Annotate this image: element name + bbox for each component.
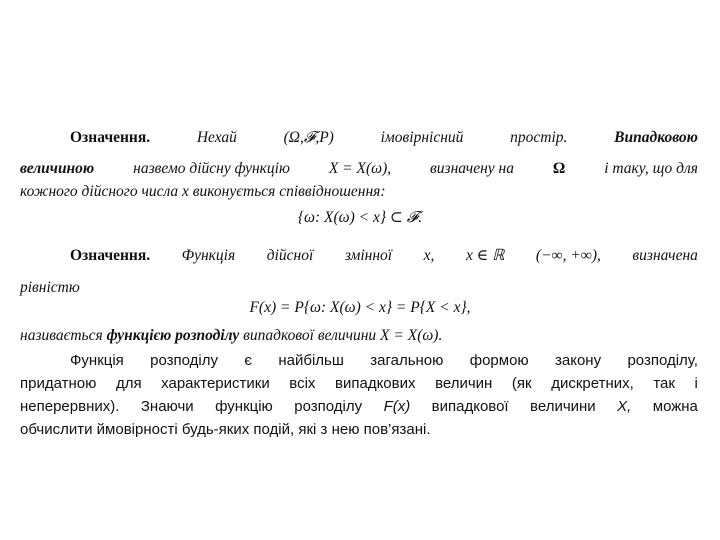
- paragraph-word: так: [653, 375, 675, 392]
- domain-formula: x ∈ ℝ: [465, 247, 505, 264]
- definition1-text: простір.: [510, 129, 568, 146]
- paragraph-word: загальною: [370, 352, 444, 369]
- interval-formula: (−∞, +∞),: [535, 247, 601, 264]
- paragraph-word: найбільш: [278, 352, 344, 369]
- paragraph-word: закону: [555, 352, 602, 369]
- definition1-text: і таку, що для: [604, 160, 698, 177]
- random-variable-formula: X = X(ω),: [328, 160, 392, 177]
- paragraph-word: можна: [652, 398, 698, 415]
- definition1-line2: [20, 158, 698, 180]
- definition2-text: визначена: [632, 247, 698, 264]
- definition2-text: Функція: [181, 247, 236, 264]
- paragraph-word: випадкової: [431, 398, 509, 415]
- paragraph-word: дискретних,: [551, 375, 634, 392]
- paragraph-word: для: [115, 375, 142, 392]
- definition1-line3: кожного дійсного числа x виконується співвідношення:: [20, 183, 386, 200]
- definition1-term: Випадковою: [614, 129, 698, 146]
- definition2-line3: [20, 325, 698, 347]
- definition2-line2: рівністю: [20, 279, 80, 296]
- paragraph-word: неперервних).: [20, 398, 120, 415]
- paragraph-line3: [20, 396, 698, 418]
- omega-symbol: Ω: [552, 160, 566, 177]
- paragraph-word: X,: [617, 398, 632, 415]
- definition1-text: визначену на: [430, 160, 514, 177]
- paragraph-word: F(x): [383, 398, 411, 415]
- paragraph-word: величин: [435, 375, 493, 392]
- definition1-text: імовірнісний: [380, 129, 464, 146]
- probability-space: (Ω,𝓕,P): [283, 129, 334, 146]
- paragraph-word: розподілу: [294, 398, 363, 415]
- paragraph-word: розподілу,: [627, 352, 698, 369]
- paragraph-word: є: [244, 352, 253, 369]
- paragraph-word: придатною: [20, 375, 97, 392]
- paragraph-word: Знаючи: [140, 398, 194, 415]
- paragraph-line4: обчислити ймовірності будь-яких подій, які з нею пов’язані.: [20, 421, 431, 438]
- paragraph-line1: [70, 350, 698, 372]
- paragraph-word: всіх: [289, 375, 316, 392]
- paragraph-word: величини: [530, 398, 596, 415]
- definition2-text: змінної: [344, 247, 393, 264]
- definition1-formula: {ω: X(ω) < x} ⊂ 𝓕.: [297, 209, 423, 226]
- definition2-text: випадкової величини: [243, 327, 377, 344]
- definition2-label: Означення.: [70, 247, 151, 264]
- paragraph-word: функцію: [215, 398, 273, 415]
- distribution-function-formula: F(x) = P{ω: X(ω) < x} = P{X < x},: [249, 299, 471, 316]
- paragraph-word: і: [694, 375, 698, 392]
- definition2-text: дійсної: [266, 247, 314, 264]
- random-variable-formula: X = X(ω).: [380, 327, 443, 344]
- definition2-term: функцією розподілу: [106, 327, 240, 344]
- definition2-text: називається: [20, 327, 103, 344]
- definition1-label: Означення.: [70, 129, 151, 146]
- paragraph-word: випадкових: [335, 375, 416, 392]
- paragraph-word: розподілу: [150, 352, 219, 369]
- definition2-text: x,: [423, 247, 435, 264]
- definition2-line1: [70, 245, 698, 267]
- definition1-line1: [70, 127, 698, 149]
- paragraph-word: Функція: [70, 352, 124, 369]
- definition1-text: Нехай: [196, 129, 237, 146]
- paragraph-word: (як: [511, 375, 532, 392]
- paragraph-word: характеристики: [161, 375, 270, 392]
- definition1-term: величиною: [20, 160, 95, 177]
- paragraph-word: формою: [469, 352, 529, 369]
- definition1-text: назвемо дійсну функцію: [133, 160, 290, 177]
- paragraph-line2: [20, 373, 698, 395]
